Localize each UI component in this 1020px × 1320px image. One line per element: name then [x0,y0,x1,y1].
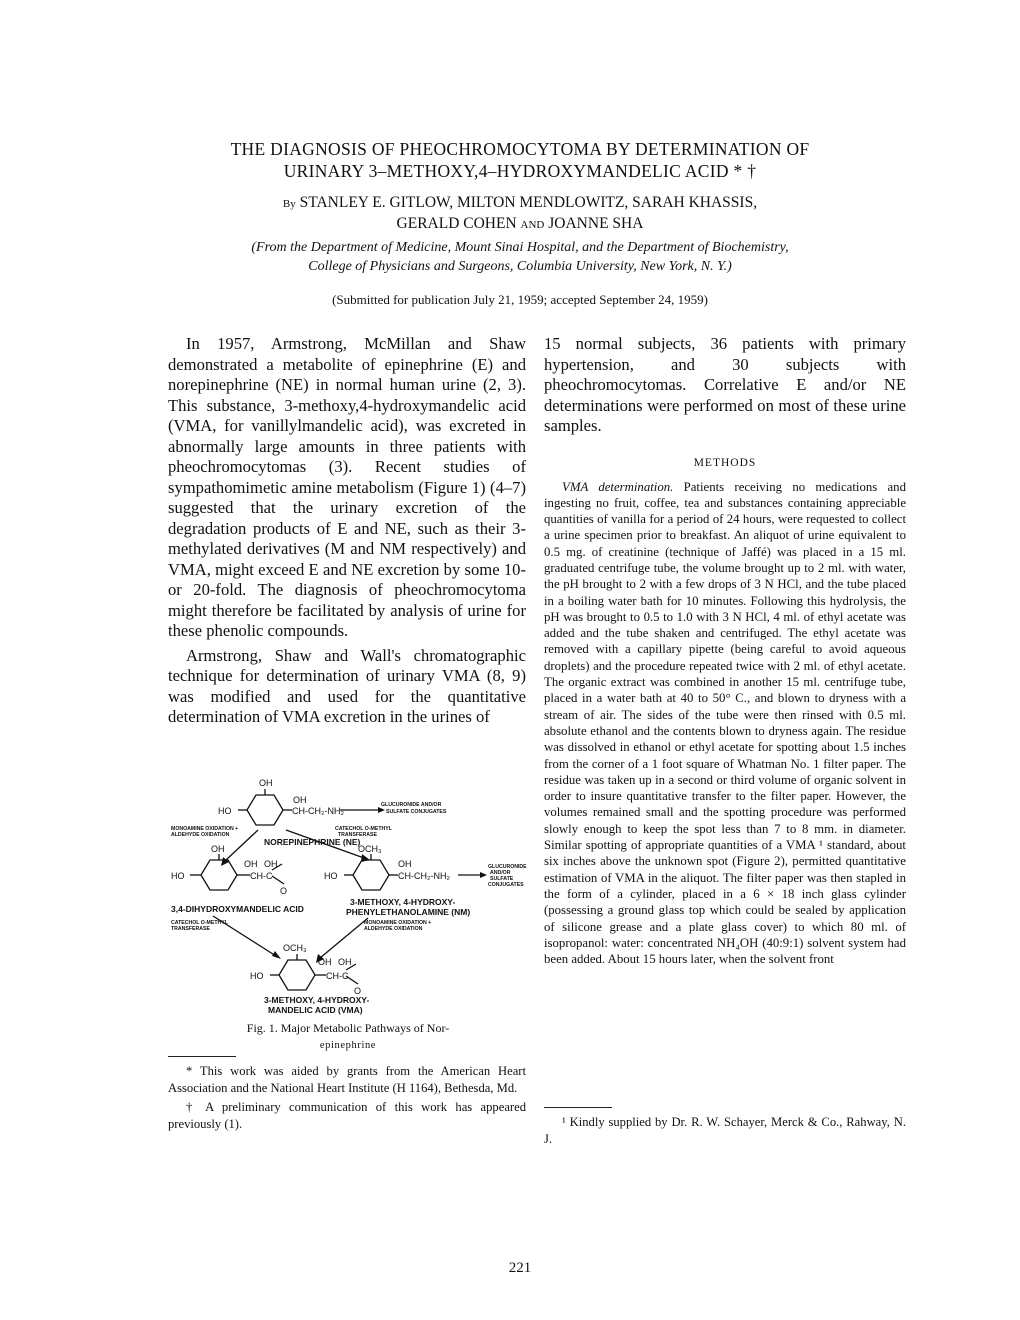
gluc2-b: AND/OR [490,870,511,876]
mao-arrow-2 [320,918,368,958]
footnote-1: * This work was aided by grants from the American Heart Association and the National Heart Institute (H 1164), Bethesda, Md. [168,1064,526,1095]
ne-chain-label: CH-CH₂-NH₂ [292,806,344,816]
nm-side-oh: OH [398,859,412,869]
nm-och3-label: OCH₃ [358,844,382,854]
mao2-b: ALDEHYDE OXIDATION [364,926,423,932]
gluc1-a: GLUCURONIDE AND/OR [381,802,442,808]
footnote-3: ¹ Kindly supplied by Dr. R. W. Schayer, Merck & Co., Rahway, N. J. [544,1115,906,1146]
caption-line-1: Fig. 1. Major Metabolic Pathways of Nor- [246,1021,450,1035]
nm-arrowhead [480,872,487,878]
nm-ho-label: HO [324,871,338,881]
dhma-oh-label: OH [211,844,225,854]
nm-name-1: 3-METHOXY, 4-HYDROXY- [350,897,456,907]
gluc2-c: SULFATE [490,876,514,882]
methods-text: Patients receiving no medications and ingesting no fruit, coffee, tea and substances containing appreciable quantities of vanilla for a period of 24 hours, were requested to collect a urine specimen prior to breakfast. An aliquot of urine equivalent to 0.5 mg. of creatinine (technique of Jaffé) was placed in a 15 ml. graduated centrifuge tube, the volume brought up to 2 ml. with water, the pH brought to 2 with a few drops of 3 N HCl, and the tube placed in a boiling water bath for 10 minutes. Following this hydrolysis, the pH was brought to 0.5 to 1.0 with 3 N HCl, 4 ml. of ethyl acetate was added and the tube shaken and centrifuged. The ethyl acetate was removed with a capillary pipette (being careful to avoid aqueous droplets) and the procedure repeated twice with 2 ml. of ethyl acetate. The organic extract was combined in another 15 ml. centrifuge tube, placed in a water bath at 40 to 50° C., and blown to dryness with a stream of air. The sides of the tube were then rinsed with 0.5 ml. absolute ethanol and the contents blown to dryness again. The residue was dissolved in ethanol or ethyl acetate for spotting about 1.5 inches from the corner of a 1 foot square of Whatman No. 1 filter paper. The residue was taken up in a second or third volume of organic solvent in order to insure quantitative transfer to the filter paper. However, the volumes remained small and the spotting procedure was performed slowly enough to keep the spot less than 7 to 8 mm. in diameter. Similar spotting of appropriate quantities of a VMA ¹ standard, about six inches above the unknown spot (Figure 2), permitted quantitative estimation of VMA in the aliquot. The filter paper was then stapled in the form of a cylinder, placed in a 6 × 18 inch glass cylinder (possessing a ground glass top which could be sealed by application of silicone grease and a plate glass cover) to which 80 ml. of isopropanol: water: concentrated NH₄OH (40:9:1) solvent system had been added. About 15 hours later, when the solvent front [544,479,906,967]
mao1-a: MONOAMINE OXIDATION + [171,826,239,832]
right-paragraph-1: 15 normal subjects, 36 patients with primary hypertension, and 30 subjects with pheochromocytomas. Correlative E and/or NE determinations were performed on most of these urine samples. [544,334,906,435]
dhma-acid-oh: OH [264,859,278,869]
ne-ring [247,795,283,825]
ne-oh-label: OH [259,778,273,788]
dhma-o-label: O [280,886,288,896]
methods-paragraph [544,479,906,968]
by-label: By [282,198,296,210]
caption-line-2: epinephrine [319,1040,377,1051]
mao1-b: ALDEHYDE OXIDATION [171,832,230,838]
comt1-b: TRANSFERASE [338,832,377,838]
title-line-2: URINARY 3–METHOXY,4–HYDROXYMANDELIC ACID * † [283,161,757,181]
vma-determination-label: VMA determination. [562,479,674,494]
comt-arrowhead-1 [361,854,370,862]
gluc2-d: CONJUGATES [488,882,524,888]
ne-name: NOREPINEPHRINE (NE) [264,837,361,847]
figure-caption [168,1020,528,1054]
authors-line-2b: JOANNE SHA [548,215,644,232]
authors-line-2a: GERALD COHEN [396,215,517,232]
ne-ho-label: HO [218,806,232,816]
footnote-rule-right [544,1107,612,1108]
vma-name-2: MANDELIC ACID (VMA) [268,1005,363,1015]
dhma-side-oh: OH [244,859,258,869]
dhma-chain-label: CH-C [250,871,273,881]
vma-acid-oh: OH [338,957,352,967]
right-column [544,334,906,967]
mao-arrow-1 [226,830,258,860]
vma-och3-label: OCH₃ [283,943,307,953]
footnote-2: † A preliminary communication of this work has appeared previously (1). [168,1100,526,1131]
left-paragraph-1: In 1957, Armstrong, McMillan and Shaw demonstrated a metabolite of epinephrine (E) and norepinephrine (NE) in normal human urine (2, 3). This substance, 3-methoxy,4-hydroxymandelic acid (VMA, for vanillylmandelic acid), was excreted in abnormally large amounts in three patients with pheochromocytomas (3). Recent studies of sympathomimetic amine metabolism (Figure 1) (4–7) suggested that the urinary excretion of the degradation products of E and NE, such as their 3-methylated derivatives (M and NM respectively) and VMA, might exceed E and NE excretion by some 10- or 20-fold. The diagnosis of pheochromocytoma might therefore be facilitated by analysis of urine for these phenolic compounds. [168,334,526,640]
affiliation-line-2: College of Physicians and Surgeons, Columbia University, New York, N. Y.) [308,259,732,274]
methods-heading: METHODS [693,456,757,469]
left-paragraph-2: Armstrong, Shaw and Wall's chromatographic technique for determination of urinary VMA (8, 9) was modified and used for the quantitative determination of VMA excretion in the urines of [168,645,526,726]
affiliation-line-1: (From the Department of Medicine, Mount Sinai Hospital, and the Department of Biochemistry, [251,240,789,255]
nm-ring [353,860,389,890]
comt1-a: CATECHOL O-METHYL [335,826,392,832]
dhma-ho-label: HO [171,871,185,881]
paper-title [130,138,910,182]
vma-ring [279,960,315,990]
vma-chain-label: CH-C [326,971,349,981]
footnote-rule-left [168,1056,236,1057]
nm-name-2: PHENYLETHANOLAMINE (NM) [346,907,471,917]
right-footnotes [544,1114,906,1147]
vma-o-label: O [354,986,362,996]
dhma-name: 3,4-DIHYDROXYMANDELIC ACID [171,904,304,914]
left-footnotes [168,1063,526,1132]
comt-arrowhead-2 [272,951,281,959]
left-column [168,334,526,728]
authors-line-1: STANLEY E. GITLOW, MILTON MENDLOWITZ, SARAH KHASSIS, [299,194,758,211]
and-label: AND [520,219,545,231]
vma-name-1: 3-METHOXY, 4-HYDROXY- [264,995,370,1005]
page-number: 221 [508,1260,532,1276]
author-list [130,193,910,235]
comt2-b: TRANSFERASE [171,926,210,932]
title-line-1: THE DIAGNOSIS OF PHEOCHROMOCYTOMA BY DETERMINATION OF [230,139,810,159]
gluc2-a: GLUCURONIDE [488,864,527,870]
metabolic-pathway-figure [168,778,530,1016]
vma-side-oh: OH [318,957,332,967]
gluc1-b: SULFATE CONJUGATES [386,809,447,815]
comt2-a: CATECHOL O-METHYL [171,920,228,926]
nm-chain-label: CH-CH₂-NH₂ [398,871,450,881]
dhma-ring [201,860,237,890]
submission-dates: (Submitted for publication July 21, 1959; accepted September 24, 1959) [332,292,708,307]
ne-side-oh: OH [293,795,307,805]
affiliation [150,238,890,276]
mao2-a: MONOAMINE OXIDATION + [364,920,432,926]
vma-ho-label: HO [250,971,264,981]
